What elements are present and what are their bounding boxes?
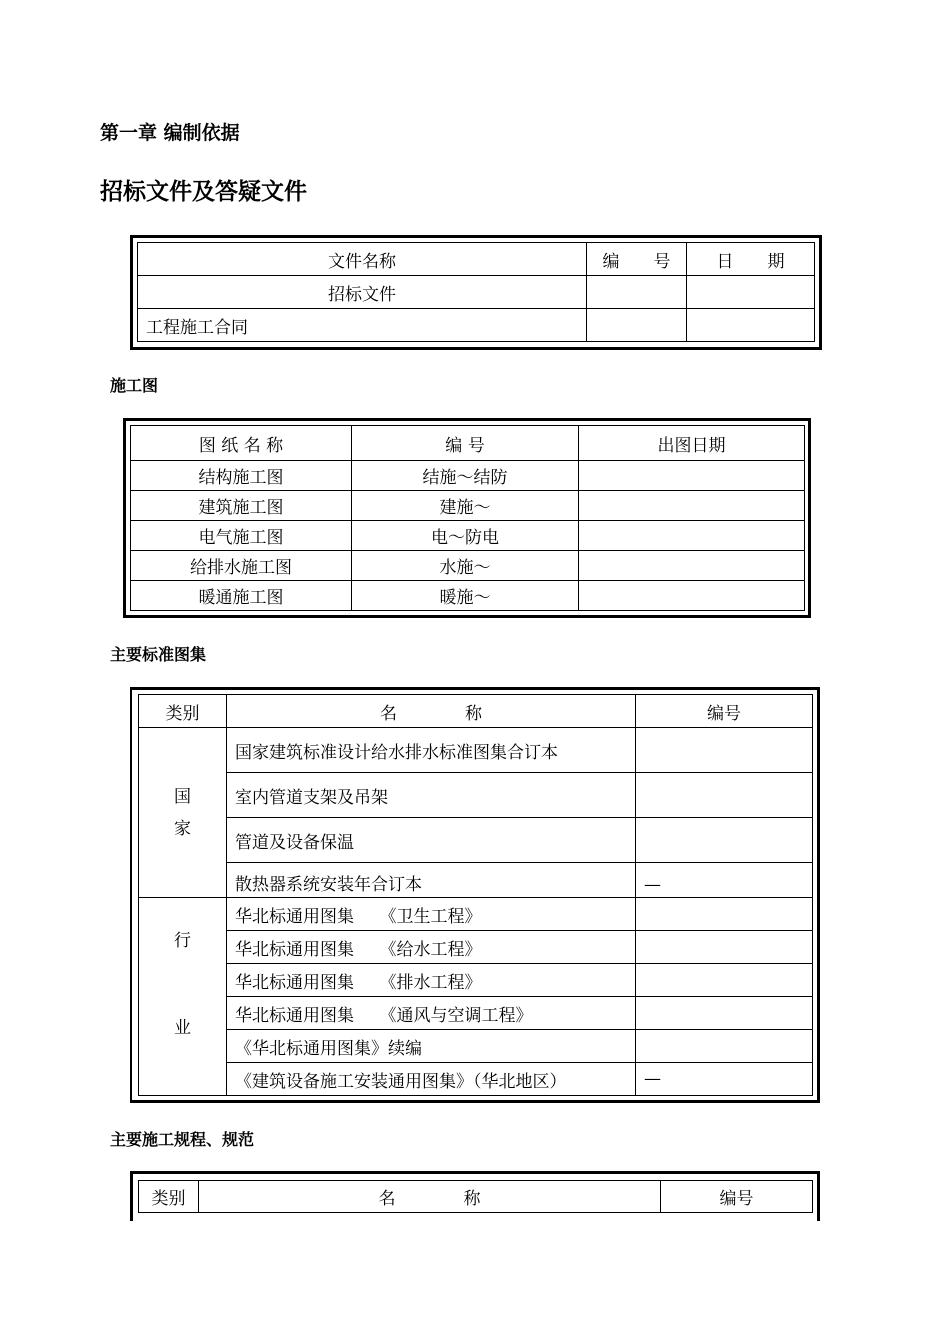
table-row xyxy=(131,581,805,611)
codes-table xyxy=(138,1180,813,1213)
table-cell: 招标文件 xyxy=(138,276,587,309)
table-cell: 《华北标通用图集》续编 xyxy=(227,1030,636,1063)
table-cell: — xyxy=(636,1063,813,1096)
table-cell: 电～防电 xyxy=(352,521,579,551)
header-cell: 名 称 xyxy=(227,695,636,728)
table-cell: 建施～ xyxy=(352,491,579,521)
header-cell: 图 纸 名 称 xyxy=(131,426,352,461)
bid-docs-table xyxy=(137,242,815,342)
table-cell xyxy=(579,491,805,521)
header-cell: 编号 xyxy=(661,1181,813,1213)
header-cell: 编号 xyxy=(636,695,813,728)
category-cell-national xyxy=(139,728,227,898)
table-header-row xyxy=(131,426,805,461)
table-cell xyxy=(579,551,805,581)
table-cell xyxy=(687,276,815,309)
table-cell: 华北标通用图集 《排水工程》 xyxy=(227,964,636,997)
table-cell: 华北标通用图集 《通风与空调工程》 xyxy=(227,997,636,1030)
category-label: 业 xyxy=(174,1018,191,1038)
table-cell: 工程施工合同 xyxy=(138,309,587,342)
table-row xyxy=(139,1063,813,1096)
table-cell xyxy=(636,1030,813,1063)
table-cell: 华北标通用图集 《给水工程》 xyxy=(227,931,636,964)
category-label: 国 xyxy=(174,786,191,807)
table-cell xyxy=(587,276,687,309)
table-cell: — xyxy=(636,863,813,898)
table-cell: 结施～结防 xyxy=(352,461,579,491)
heading-drawings: 施工图 xyxy=(110,376,159,395)
category-cell-industry xyxy=(139,898,227,1096)
table-cell xyxy=(636,898,813,931)
table-cell: 国家建筑标准设计给水排水标准图集合订本 xyxy=(227,728,636,773)
drawings-table xyxy=(130,425,805,611)
heading-codes: 主要施工规程、规范 xyxy=(110,1130,255,1149)
header-cell: 类别 xyxy=(139,1181,199,1213)
table-cell: 暖施～ xyxy=(352,581,579,611)
table-cell: 室内管道支架及吊架 xyxy=(227,773,636,818)
table-row xyxy=(139,997,813,1030)
table-cell xyxy=(636,964,813,997)
header-cell: 出图日期 xyxy=(579,426,805,461)
table-row xyxy=(139,1030,813,1063)
table-cell: 管道及设备保温 xyxy=(227,818,636,863)
table-row xyxy=(138,309,815,342)
table-header-row xyxy=(139,695,813,728)
table-cell xyxy=(636,773,813,818)
table-row xyxy=(131,521,805,551)
table-cell xyxy=(636,997,813,1030)
table-cell: 《建筑设备施工安装通用图集》（华北地区） xyxy=(227,1063,636,1096)
category-label: 行 xyxy=(174,931,191,951)
table-header-row xyxy=(139,1181,813,1213)
table-cell: 建筑施工图 xyxy=(131,491,352,521)
table-row xyxy=(131,551,805,581)
table-row xyxy=(139,863,813,898)
header-cell: 日 期 xyxy=(687,243,815,276)
atlas-table xyxy=(138,694,813,1096)
table-cell: 散热器系统安装年合订本 xyxy=(227,863,636,898)
table-row xyxy=(139,964,813,997)
table-cell xyxy=(687,309,815,342)
table-row xyxy=(139,818,813,863)
section-title: 招标文件及答疑文件 xyxy=(100,179,307,205)
header-cell: 文件名称 xyxy=(138,243,587,276)
table-cell: 暖通施工图 xyxy=(131,581,352,611)
chapter-title: 第一章 编制依据 xyxy=(100,122,240,144)
header-cell: 名 称 xyxy=(199,1181,661,1213)
table-cell: 电气施工图 xyxy=(131,521,352,551)
table-cell xyxy=(636,818,813,863)
table-cell xyxy=(636,931,813,964)
table-cell: 华北标通用图集 《卫生工程》 xyxy=(227,898,636,931)
category-label: 家 xyxy=(174,818,191,839)
table-row xyxy=(139,898,813,931)
table-row xyxy=(139,773,813,818)
header-cell: 编 号 xyxy=(587,243,687,276)
table-row xyxy=(139,931,813,964)
table-row xyxy=(139,728,813,773)
header-cell: 编 号 xyxy=(352,426,579,461)
table-cell: 结构施工图 xyxy=(131,461,352,491)
table-cell xyxy=(579,581,805,611)
table-row xyxy=(138,276,815,309)
table-cell xyxy=(579,461,805,491)
table-cell: 给排水施工图 xyxy=(131,551,352,581)
table-cell xyxy=(587,309,687,342)
table-cell: 水施～ xyxy=(352,551,579,581)
header-cell: 类别 xyxy=(139,695,227,728)
table-header-row xyxy=(138,243,815,276)
table-row xyxy=(131,461,805,491)
heading-atlas: 主要标准图集 xyxy=(110,645,207,664)
table-cell xyxy=(636,728,813,773)
table-row xyxy=(131,491,805,521)
table-cell xyxy=(579,521,805,551)
